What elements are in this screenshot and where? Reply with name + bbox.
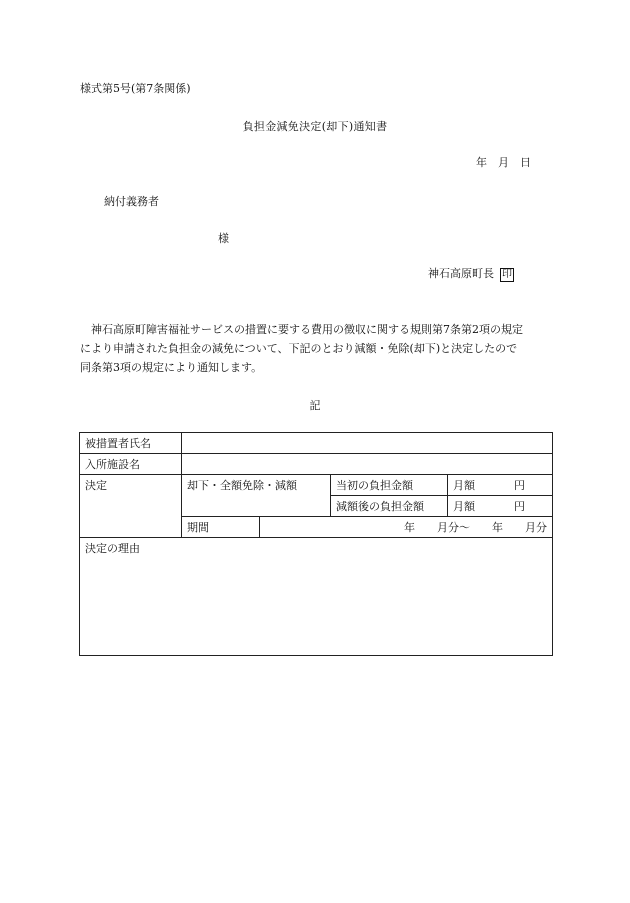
form-number: 様式第5号(第7条関係) [80, 82, 191, 95]
yen-unit: 円 [514, 479, 525, 492]
table-row [80, 475, 553, 496]
recipient-name-label: 被措置者氏名 [80, 433, 182, 454]
body-line: 神石高原町障害福祉サービスの措置に要する費用の徴収に関する規則第7条第2項の規定 [80, 323, 523, 336]
yen-unit: 円 [514, 500, 525, 513]
seal-mark: 印 [502, 269, 512, 280]
body-text [80, 320, 556, 377]
issuer-line [428, 265, 514, 282]
decision-table [79, 432, 553, 656]
recipient-name-field[interactable] [182, 433, 553, 454]
issuer-name: 神石高原町長 [428, 267, 494, 280]
table-row [80, 538, 553, 656]
reduced-amount-label: 減額後の負担金額 [331, 496, 448, 517]
body-line: 同条第3項の規定により通知します。 [80, 361, 263, 374]
facility-label: 入所施設名 [80, 454, 182, 475]
date-line: 年 月 日 [476, 156, 531, 169]
facility-field[interactable] [182, 454, 553, 475]
initial-amount-label: 当初の負担金額 [331, 475, 448, 496]
table-row [80, 433, 553, 454]
initial-amount-field[interactable] [448, 475, 553, 496]
decision-options[interactable]: 却下・全額免除・減額 [182, 475, 331, 517]
monthly-prefix: 月額 [453, 500, 475, 513]
period-label: 期間 [182, 517, 260, 538]
payer-label: 納付義務者 [104, 195, 159, 208]
document-title: 負担金減免決定(却下)通知書 [242, 120, 388, 133]
monthly-prefix: 月額 [453, 479, 475, 492]
honorific: 様 [218, 232, 229, 245]
ki-heading: 記 [309, 399, 321, 412]
reason-field[interactable] [80, 538, 553, 656]
decision-label: 決定 [80, 475, 182, 538]
period-field[interactable]: 年 月分～ 年 月分 [260, 517, 553, 538]
body-line: により申請された負担金の減免について、下記のとおり減額・免除(却下)と決定したので [80, 342, 518, 355]
reason-label: 決定の理由 [85, 542, 140, 555]
table-row [80, 454, 553, 475]
reduced-amount-field[interactable] [448, 496, 553, 517]
